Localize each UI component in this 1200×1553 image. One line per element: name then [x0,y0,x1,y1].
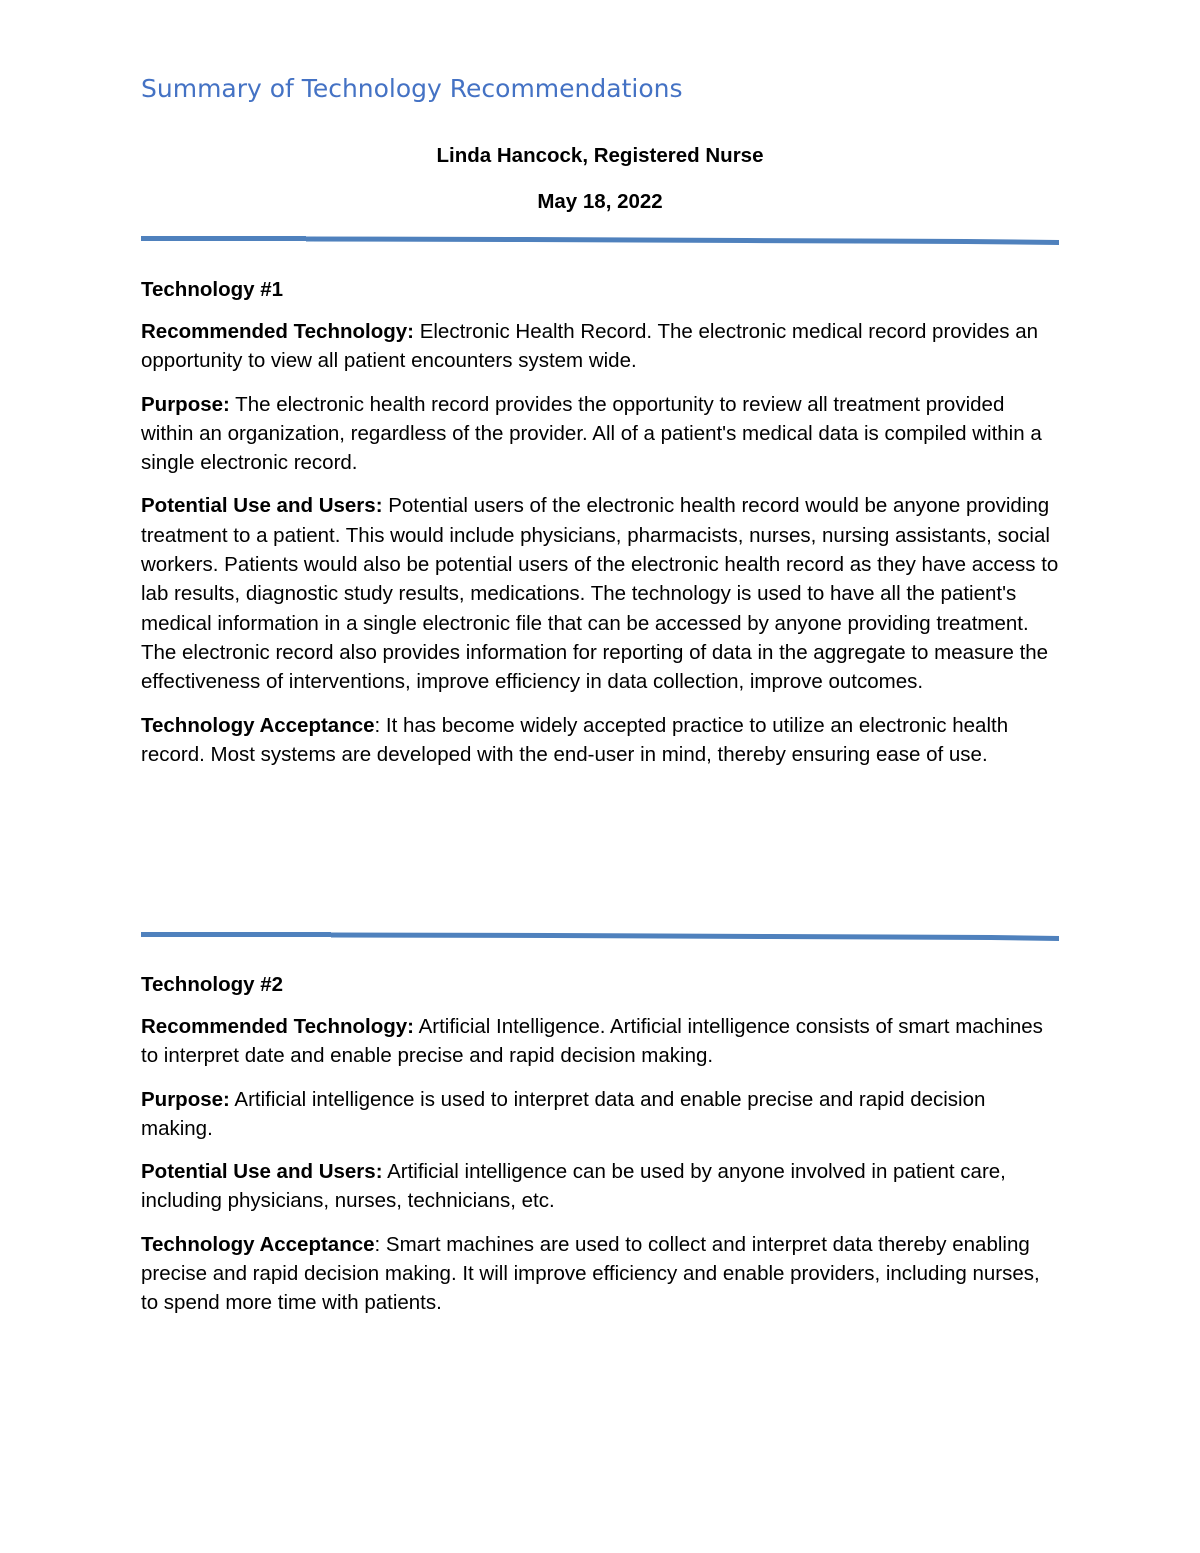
purpose-label: Purpose: [141,1087,230,1111]
potential-use-paragraph [141,491,1059,696]
technology-section-2 [141,972,1059,1332]
technology-acceptance-label: Technology Acceptance [141,1232,375,1256]
recommended-technology-label: Recommended Technology: [141,1015,414,1038]
purpose-label: Purpose: [141,392,230,416]
recommended-technology-text: Electronic Health Record. The electronic medical record provides an opportunity to view all patient encounters system wide. [141,320,1039,373]
technology-heading: Technology #2 [141,973,284,996]
purpose-paragraph [141,1085,1059,1144]
date-line: May 18, 2022 [537,190,663,213]
section-divider [141,233,1059,245]
technology-acceptance-paragraph [141,1230,1059,1318]
recommended-technology-paragraph [141,317,1059,376]
technology-acceptance-text: : It has become widely accepted practice to utilize an electronic health record. Most systems are developed with the end-user in mind, thereby ensuring ease of use. [141,713,1009,766]
potential-use-paragraph [141,1157,1059,1216]
technology-acceptance-label: Technology Acceptance [141,713,375,737]
technology-heading: Technology #1 [141,278,284,301]
recommended-technology-label: Recommended Technology: [141,320,414,343]
document-title: Summary of Technology Recommendations [141,74,683,103]
potential-use-label: Potential Use and Users: [141,1160,383,1184]
purpose-paragraph [141,390,1059,478]
section-divider [141,929,1059,941]
potential-use-text: Potential users of the electronic health record would be anyone providing treatment to a patient. This would include physicians, pharmacists, nurses, nursing assistants, social workers. Patients would also be potential users of the electronic health record as they have access to lab results, diagnostic study results, medications. The technology is used to have all the patient's medical information in a single electronic file that can be accessed by anyone providing treatment. The electronic record also provides information for reporting of data in the aggregate to measure the effectiveness of interventions, improve efficiency in data collection, improve outcomes. [141,494,1059,694]
recommended-technology-text: Artificial Intelligence. Artificial intelligence consists of smart machines to interpret date and enable precise and rapid decision making. [141,1015,1043,1068]
purpose-text: The electronic health record provides the opportunity to review all treatment provided within an organization, regardless of the provider. All of a patient's medical data is compiled within a single electronic record. [141,392,1042,475]
technology-acceptance-paragraph [141,711,1059,770]
technology-acceptance-text: : Smart machines are used to collect and interpret data thereby enabling precise and rapid decision making. It will improve efficiency and enable providers, including nurses, to spend more time with patients. [141,1232,1040,1315]
purpose-text: Artificial intelligence is used to interpret data and enable precise and rapid decision making. [141,1087,986,1140]
author-line: Linda Hancock, Registered Nurse [436,144,764,167]
recommended-technology-paragraph [141,1012,1059,1071]
potential-use-text: Artificial intelligence can be used by anyone involved in patient care, including physicians, nurses, technicians, etc. [141,1160,1006,1213]
potential-use-label: Potential Use and Users: [141,494,383,518]
technology-section-1 [141,277,1059,783]
